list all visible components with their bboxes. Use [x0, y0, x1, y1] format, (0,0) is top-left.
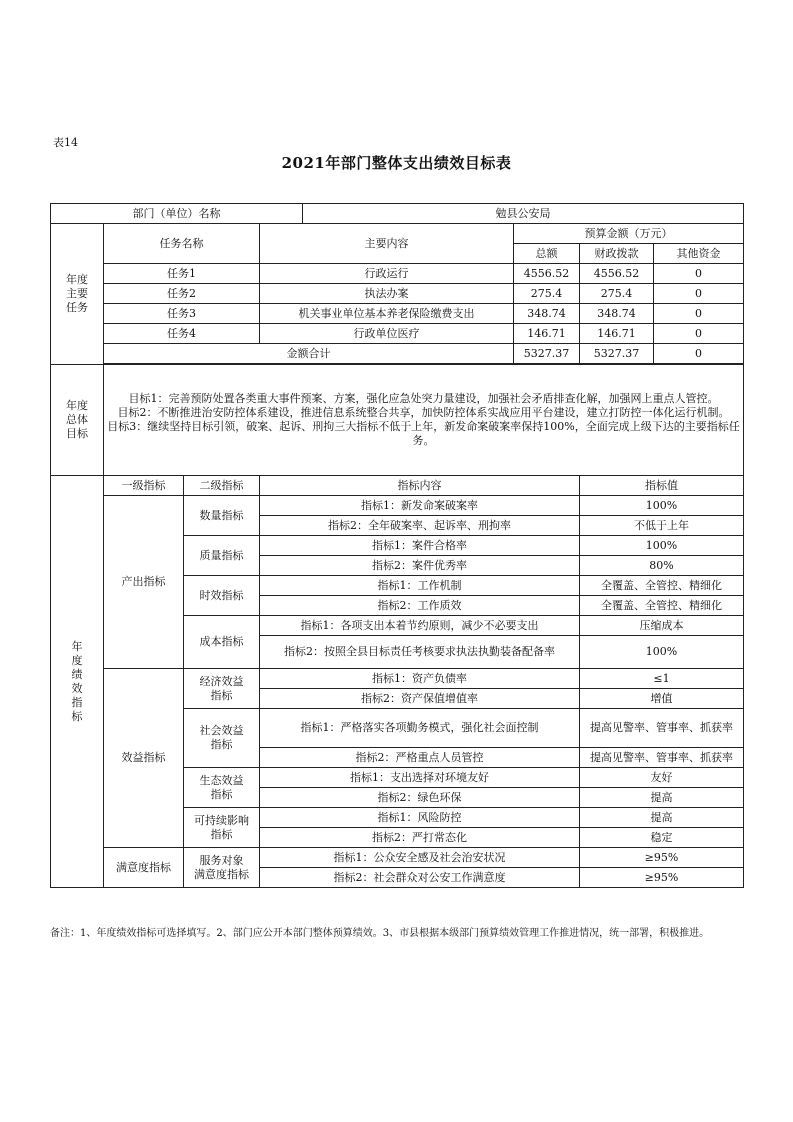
tasks-sum-other: 0 [654, 344, 744, 364]
indicator-row [51, 669, 744, 689]
indicator-value: ≥95% [580, 868, 744, 888]
footnote: 备注：1、年度绩效指标可选择填写。2、部门应公开本部门整体预算绩效。3、市县根据本级部门预算绩效管理工作推进情况，统一部署，积极推进。 [50, 928, 710, 939]
indicator-value: 稳定 [580, 828, 744, 848]
indicator-value: 100% [580, 496, 744, 516]
goals-section-label: 年度 总体 目标 [51, 365, 104, 476]
tasks-col-other: 其他资金 [654, 244, 744, 264]
quantity-indicator-label: 数量指标 [184, 496, 260, 536]
task-name: 任务2 [104, 284, 260, 304]
indicator-value: 80% [580, 556, 744, 576]
indicator-value: 友好 [580, 768, 744, 788]
indicator-value: ≥95% [580, 848, 744, 868]
indicator-content: 指标2：工作质效 [260, 596, 580, 616]
indicators-col-content: 指标内容 [260, 476, 580, 496]
task-name: 任务3 [104, 304, 260, 324]
tasks-header-row-1 [51, 224, 744, 244]
task-content: 行政单位医疗 [260, 324, 514, 344]
task-fiscal: 275.4 [580, 284, 654, 304]
tasks-col-fiscal: 财政拨款 [580, 244, 654, 264]
indicators-section-label: 年 度 绩 效 指 标 [51, 476, 104, 888]
indicator-value: 压缩成本 [580, 616, 744, 636]
page-title: 2021年部门整体支出绩效目标表 [281, 154, 512, 172]
goals-content [104, 365, 744, 476]
indicators-col-level2: 二级指标 [184, 476, 260, 496]
indicator-content: 指标2：按照全县目标责任考核要求执法执勤装备配备率 [260, 636, 580, 669]
task-fiscal: 348.74 [580, 304, 654, 324]
indicator-content: 指标2：全年破案率、起诉率、刑拘率 [260, 516, 580, 536]
indicators-header-row [51, 476, 744, 496]
tasks-sum-fiscal: 5327.37 [580, 344, 654, 364]
task-other: 0 [654, 284, 744, 304]
task-row [51, 264, 744, 284]
performance-target-table [50, 203, 744, 888]
dept-row [51, 204, 744, 224]
indicator-value: 100% [580, 536, 744, 556]
indicator-value: 提高见警率、管事率、抓获率 [580, 748, 744, 768]
tasks-sum-label: 金额合计 [104, 344, 514, 364]
tasks-col-content: 主要内容 [260, 224, 514, 264]
dept-value: 勉县公安局 [303, 204, 744, 224]
output-indicator-label: 产出指标 [104, 496, 184, 669]
indicator-content: 指标2：社会群众对公安工作满意度 [260, 868, 580, 888]
task-row [51, 284, 744, 304]
indicator-content: 指标2：严打常态化 [260, 828, 580, 848]
task-fiscal: 4556.52 [580, 264, 654, 284]
satisfaction-indicator-label: 满意度指标 [104, 848, 184, 888]
indicator-content: 指标1：严格落实各项勤务模式，强化社会面控制 [260, 709, 580, 748]
task-total: 275.4 [514, 284, 580, 304]
indicator-content: 指标2：资产保值增值率 [260, 689, 580, 709]
indicator-value: 不低于上年 [580, 516, 744, 536]
goal-item: 目标2：不断推进治安防控体系建设，推进信息系统整合共享，加快防控体系实战应用平台建设，建立打防控一体化运行机制。 [117, 406, 730, 419]
indicator-content: 指标1：工作机制 [260, 576, 580, 596]
indicator-content: 指标1：案件合格率 [260, 536, 580, 556]
indicator-content: 指标2：绿色环保 [260, 788, 580, 808]
indicator-content: 指标1：各项支出本着节约原则，减少不必要支出 [260, 616, 580, 636]
timeliness-indicator-label: 时效指标 [184, 576, 260, 616]
cost-indicator-label: 成本指标 [184, 616, 260, 669]
indicator-row [51, 496, 744, 516]
task-content: 行政运行 [260, 264, 514, 284]
task-other: 0 [654, 304, 744, 324]
table-number: 表14 [53, 136, 78, 149]
goal-item: 目标1：完善预防处置各类重大事件预案、方案，强化应急处突力量建设，加强社会矛盾排查化解，加强网上重点人管控。 [128, 392, 719, 405]
task-name: 任务1 [104, 264, 260, 284]
tasks-col-total: 总额 [514, 244, 580, 264]
task-name: 任务4 [104, 324, 260, 344]
indicator-content: 指标1：资产负债率 [260, 669, 580, 689]
dept-label: 部门（单位）名称 [51, 204, 303, 224]
task-other: 0 [654, 324, 744, 344]
task-fiscal: 146.71 [580, 324, 654, 344]
task-total: 146.71 [514, 324, 580, 344]
indicator-content: 指标1：风险防控 [260, 808, 580, 828]
task-content: 执法办案 [260, 284, 514, 304]
indicator-value: 提高 [580, 788, 744, 808]
task-content: 机关事业单位基本养老保险缴费支出 [260, 304, 514, 324]
economic-indicator-label: 经济效益 指标 [184, 669, 260, 709]
sustainable-indicator-label: 可持续影响 指标 [184, 808, 260, 848]
indicator-content: 指标2：严格重点人员管控 [260, 748, 580, 768]
indicator-value: 提高 [580, 808, 744, 828]
goals-row [51, 365, 744, 476]
task-total: 4556.52 [514, 264, 580, 284]
indicators-col-level1: 一级指标 [104, 476, 184, 496]
indicators-col-value: 指标值 [580, 476, 744, 496]
task-other: 0 [654, 264, 744, 284]
indicator-value: 全覆盖、全管控、精细化 [580, 576, 744, 596]
task-row [51, 324, 744, 344]
indicator-value: ≤1 [580, 669, 744, 689]
indicator-value: 增值 [580, 689, 744, 709]
benefit-indicator-label: 效益指标 [104, 669, 184, 848]
tasks-sum-row [51, 344, 744, 364]
social-indicator-label: 社会效益 指标 [184, 709, 260, 768]
indicator-row [51, 848, 744, 868]
indicator-content: 指标1：支出选择对环境友好 [260, 768, 580, 788]
indicator-value: 提高见警率、管事率、抓获率 [580, 709, 744, 748]
tasks-col-budget: 预算金额（万元） [514, 224, 744, 244]
tasks-section-label: 年度 主要 任务 [51, 224, 104, 365]
indicator-content: 指标2：案件优秀率 [260, 556, 580, 576]
tasks-sum-total: 5327.37 [514, 344, 580, 364]
service-indicator-label: 服务对象 满意度指标 [184, 848, 260, 888]
indicator-value: 100% [580, 636, 744, 669]
ecological-indicator-label: 生态效益 指标 [184, 768, 260, 808]
goal-item: 目标3：继续坚持目标引领，破案、起诉、刑拘三大指标不低于上年，新发命案破案率保持100%，全面完成上级下达的主要指标任务。 [107, 420, 740, 447]
tasks-col-name: 任务名称 [104, 224, 260, 264]
task-total: 348.74 [514, 304, 580, 324]
indicator-content: 指标1：公众安全感及社会治安状况 [260, 848, 580, 868]
indicator-content: 指标1：新发命案破案率 [260, 496, 580, 516]
quality-indicator-label: 质量指标 [184, 536, 260, 576]
indicator-value: 全覆盖、全管控、精细化 [580, 596, 744, 616]
task-row [51, 304, 744, 324]
